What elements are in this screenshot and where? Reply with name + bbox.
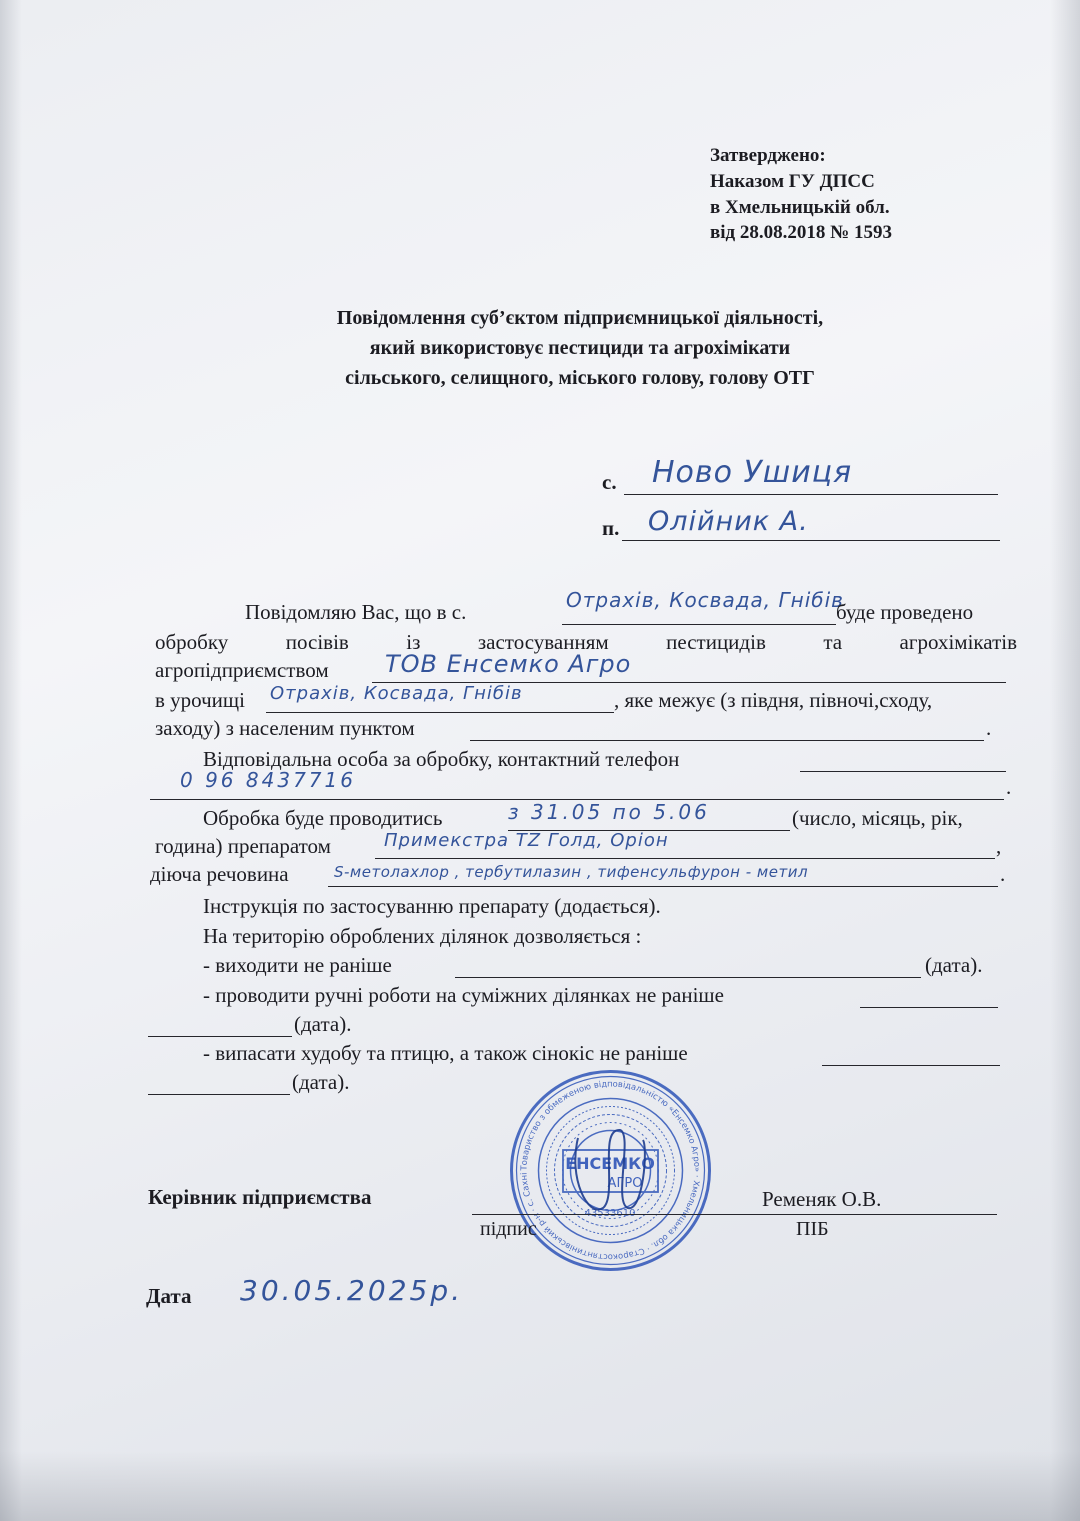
p5-line	[470, 716, 984, 741]
date-value: 30.05.2025р.	[240, 1274, 463, 1307]
paper-left-shadow	[0, 0, 22, 1521]
p7-phone: 0 96 8437716	[180, 768, 356, 792]
p1-start: Повідомляю Вас, що в с.	[245, 600, 467, 624]
p15-line	[148, 1012, 292, 1037]
p2-word: застосуванням	[477, 630, 609, 654]
date-label: Дата	[146, 1284, 192, 1308]
p17-end: (дата).	[292, 1070, 350, 1094]
title-line-3: сільського, селищного, міського голову, голову ОТГ	[345, 367, 815, 389]
p16-label: - випасати худобу та птицю, а також сінокіс не раніше	[203, 1041, 688, 1065]
p8-value: з 31.05 по 5.06	[508, 800, 710, 824]
p13-line	[455, 953, 921, 978]
signature-role: Керівник підприємства	[148, 1185, 372, 1209]
p2-word: обробку	[155, 630, 229, 654]
name-caption: ПІБ	[796, 1218, 829, 1240]
paper-right-shadow	[1050, 0, 1080, 1521]
p4-value: Отрахів, Косвада, Гнібів	[270, 683, 523, 704]
signature-caption: підпис	[480, 1218, 537, 1240]
p7-end: .	[1006, 775, 1012, 799]
p6-line	[800, 747, 1006, 772]
stamp-center-line-2: АГРО	[607, 1176, 643, 1191]
approval-line-4: від 28.08.2018 № 1593	[710, 222, 892, 243]
p13-label: - виходити не раніше	[203, 953, 392, 977]
p3-label: агропідприємством	[155, 658, 329, 682]
p2-word: пестицидів	[666, 630, 766, 654]
p3-company: ТОВ Енсемко Агро	[385, 650, 632, 678]
p8-label: Обробка буде проводитись	[203, 806, 443, 830]
signature-name: Ременяк О.В.	[762, 1187, 882, 1211]
p14-line	[860, 983, 998, 1008]
p10-value: S-метолахлор , тербутилазин , тифенсульфурон - метил	[334, 863, 809, 881]
p15-end: (дата).	[294, 1012, 352, 1036]
p9-end: ,	[996, 834, 1002, 858]
p14-label: - проводити ручні роботи на суміжних ділянках не раніше	[203, 983, 724, 1007]
p10-label: діюча речовина	[150, 862, 289, 886]
p11-text: Інструкція по застосуванню препарату (додається).	[203, 894, 661, 918]
p5-label: заходу) з населеним пунктом	[155, 716, 415, 740]
stamp-graphic	[508, 1068, 713, 1273]
p9-label: година) препаратом	[155, 834, 331, 858]
address-s-value: Ново Ушиця	[652, 455, 853, 490]
approval-line-3: в Хмельницькій обл.	[710, 197, 890, 218]
title-line-1: Повідомлення суб’єктом підприємницької діяльності,	[336, 307, 824, 329]
p4-label: в урочищі	[155, 688, 245, 712]
p2-word: із	[406, 630, 421, 654]
p9-value: Примекстра TZ Голд, Оріон	[384, 830, 669, 851]
stamp-code: 43533610	[584, 1208, 636, 1219]
company-stamp	[508, 1068, 713, 1273]
p1-village: Отрахів, Косвада, Гнібів	[566, 588, 844, 612]
signature-line	[472, 1190, 997, 1215]
p2-word: агрохімікатів	[899, 630, 1017, 654]
address-p-label: п.	[602, 516, 620, 540]
p5-end: .	[986, 716, 992, 740]
p4-end: , яке межує (з півдня, півночі,сходу,	[614, 688, 933, 712]
p10-end: .	[1000, 862, 1006, 886]
address-p-value: Олійник А.	[648, 506, 809, 537]
p12-text: На територію оброблених ділянок дозволяється :	[203, 924, 642, 948]
stamp-outer-text: Товариство з обмеженою відповідальністю «Енсемко Агро» · Хмельницька обл. · Старокостянтинівський р-н · с. Сахні	[518, 1078, 703, 1263]
p1-end: буде проведено	[836, 600, 974, 624]
p17-line	[148, 1070, 290, 1095]
approval-line-2: Наказом ГУ ДПСС	[710, 171, 875, 192]
p16-line	[822, 1041, 1000, 1066]
p13-end: (дата).	[925, 953, 983, 977]
paper-bottom-shadow	[0, 1451, 1080, 1521]
stamp-center-line-1: ЕНСЕМКО	[565, 1154, 655, 1173]
address-s-label: с.	[602, 470, 617, 494]
p6-label: Відповідальна особа за обробку, контактний телефон	[203, 747, 680, 771]
p2-word: посівів	[285, 630, 349, 654]
approval-line-1: Затверджено:	[710, 145, 826, 166]
title-line-2: який використовує пестициди та агрохімікати	[369, 337, 791, 359]
p2-word: та	[823, 630, 843, 654]
p8-end: (число, місяць, рік,	[792, 806, 963, 830]
